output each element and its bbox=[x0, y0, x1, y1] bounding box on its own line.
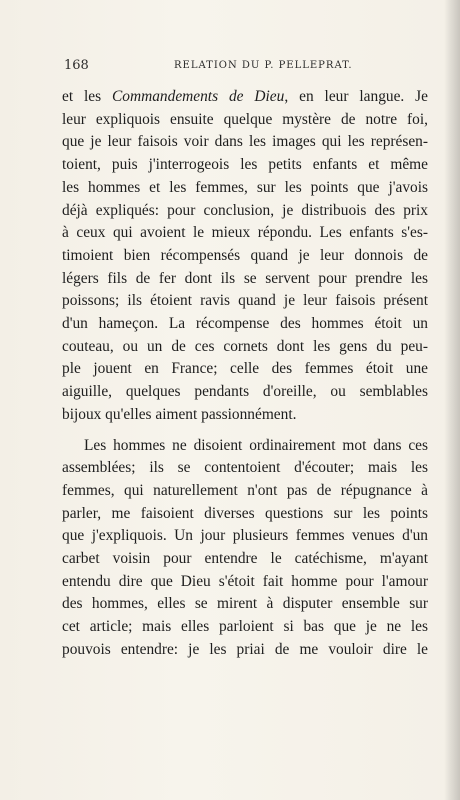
text-line: les hommes et les femmes, sur les points que j'avois bbox=[62, 178, 428, 196]
text-line: aiguille, quelques pendants d'oreille, ou semblables bbox=[62, 383, 428, 401]
page-header bbox=[64, 58, 429, 78]
page-number: 168 bbox=[64, 58, 89, 73]
paragraph-2 bbox=[62, 435, 428, 662]
text-line: couteau, ou un de ces cornets dont les gens du peu- bbox=[62, 337, 428, 355]
text-line: parler, me faisoient diverses questions sur les points bbox=[62, 504, 428, 522]
text-line: cet article; mais elles parloient si bas que je ne les bbox=[62, 618, 428, 636]
text-line: d'un hameçon. La récompense des hommes étoit un bbox=[62, 315, 428, 333]
text-line: assemblées; ils se contentoient d'écouter; mais les bbox=[62, 459, 428, 477]
text-line: leur expliquois ensuite quelque mystère de notre foi, bbox=[62, 110, 428, 128]
text-line: bijoux qu'elles aiment passionnément. bbox=[62, 405, 297, 423]
text-line: Les hommes ne disoient ordinairement mot dans ces bbox=[84, 436, 428, 454]
text-line: pouvois entendre: je les priai de me vouloir dire le bbox=[62, 640, 428, 658]
text-line: légers fils de fer dont ils se servent pour prendre les bbox=[62, 269, 428, 287]
text-line: toient, puis j'interrogeois les petits enfants et même bbox=[62, 156, 428, 174]
page-gutter-shadow bbox=[444, 0, 460, 800]
text-line: des hommes, elles se mirent à disputer ensemble sur bbox=[62, 595, 428, 613]
text-line: et les Commandements de Dieu, en leur langue. Je bbox=[62, 88, 429, 105]
italic-title: Commandements de Dieu bbox=[112, 88, 285, 105]
text-line: entendu dire que Dieu s'étoit fait homme pour l'amour bbox=[62, 572, 428, 590]
paragraph-1 bbox=[62, 86, 428, 427]
text-line: à ceux qui avoient le mieux répondu. Les enfants s'es- bbox=[62, 224, 428, 242]
text-line: poissons; ils étoient ravis quand je leur faisois présent bbox=[62, 292, 428, 310]
text-line: timoient bien récompensés quand je leur donnois de bbox=[62, 246, 428, 264]
text-line: ple jouent en France; celle des femmes étoit une bbox=[62, 360, 428, 378]
text-line: que j'expliquois. Un jour plusieurs femmes venues d'un bbox=[62, 527, 428, 545]
text-line: femmes, qui naturellement n'ont pas de répugnance à bbox=[62, 481, 428, 499]
running-head: RELATION DU P. PELLEPRAT. bbox=[174, 60, 353, 71]
text-line: que je leur faisois voir dans les images qui les représen- bbox=[62, 133, 428, 151]
text-line: carbet voisin pour entendre le catéchisme, m'ayant bbox=[62, 550, 428, 568]
text-line: déjà expliqués: pour conclusion, je distribuois des prix bbox=[62, 201, 428, 219]
page-body bbox=[62, 86, 428, 662]
